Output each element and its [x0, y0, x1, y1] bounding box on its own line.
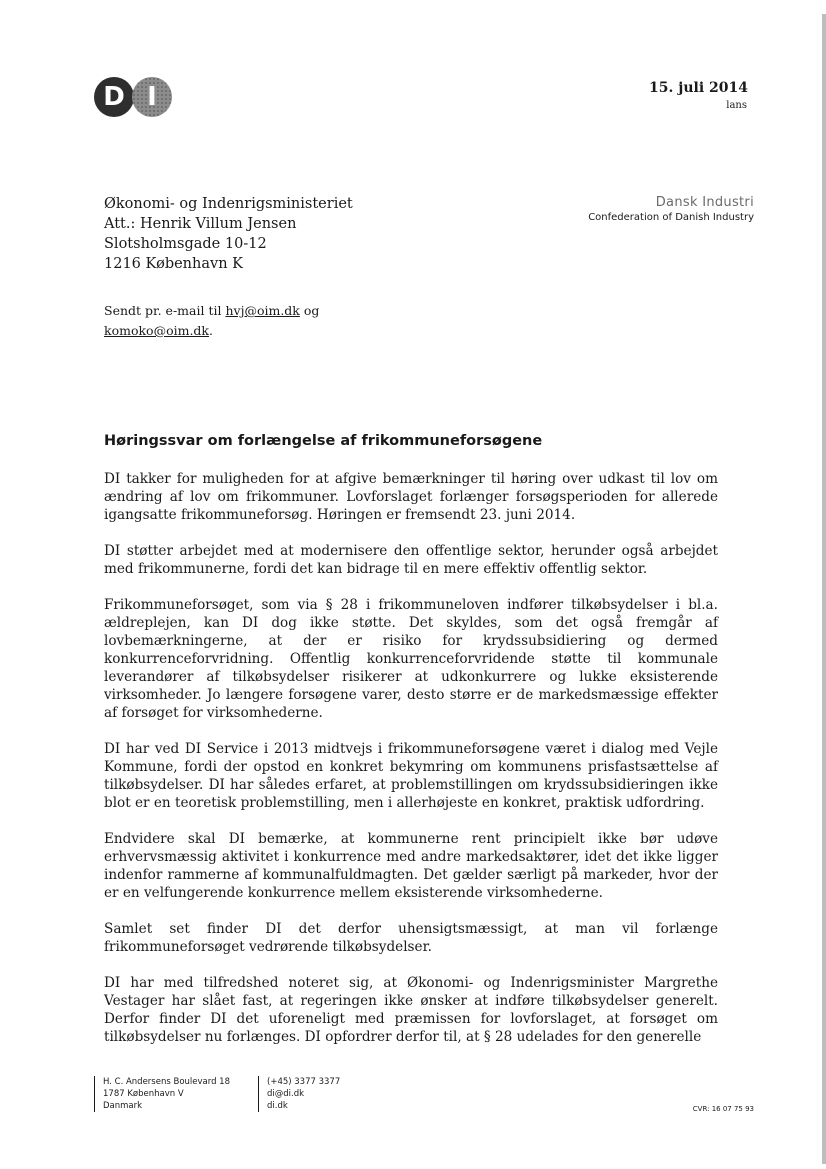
di-logo: [94, 77, 178, 117]
footer-address-line: 1787 København V: [103, 1089, 184, 1099]
logo-letter-i: I: [132, 77, 172, 117]
sent-notice: [104, 301, 319, 341]
recipient-line: Att.: Henrik Villum Jensen: [104, 216, 297, 232]
body-paragraph: DI har med tilfredshed noteret sig, at Økonomi- og Indenrigsminister Margrethe Vestager har slået fast, at regeringen ikke ønsker at indføre tilkøbsydelser generelt. Derfor finder DI det uforeneligt med præmissen for lovforslaget, at forsøget om tilkøbsydelser nu forlænges. DI opfordrer derfor til, at § 28 udelades for den generelle: [104, 975, 718, 1045]
recipient-line: Økonomi- og Indenrigsministeriet: [104, 196, 353, 212]
recipient-line: 1216 København K: [104, 256, 243, 272]
sent-prefix: Sendt pr. e-mail til: [104, 303, 226, 318]
sender-org: Dansk Industri: [655, 195, 754, 210]
footer-cvr: CVR: 16 07 75 93: [692, 1105, 754, 1113]
scan-edge: [822, 14, 826, 1164]
footer-contact: [258, 1076, 340, 1112]
author-initials: lans: [726, 100, 747, 111]
footer-address-line: H. C. Andersens Boulevard 18: [103, 1077, 230, 1087]
footer-phone: (+45) 3377 3377: [267, 1077, 341, 1087]
sender-org-english: Confederation of Danish Industry: [588, 212, 754, 223]
body-paragraph: Endvidere skal DI bemærke, at kommunerne rent principielt ikke bør udøve erhvervsmæssig aktivitet i konkurrence med andre markedsaktører, idet det ikke ligger indenfor rammerne af kommunalfuldmagten. Det gælder særligt på markeder, hvor der er en velfungerende konkurrence mellem eksisterende virksomhederne.: [104, 831, 718, 901]
letter-heading: Høringssvar om forlængelse af frikommuneforsøgene: [104, 433, 543, 449]
body-paragraph: Frikommuneforsøget, som via § 28 i frikommuneloven indfører tilkøbsydelser i bl.a. ældreplejen, kan DI dog ikke støtte. Det skyldes, som det også fremgår af lovbemærkningerne, at der er risiko for krydssubsidiering og dermed konkurrenceforvridning. Offentlig konkurrenceforvridende støtte til kommunale leverandører af tilkøbsydelser risikerer at udkonkurrere og lukke eksisterende virksomheder. Jo længere forsøgene varer, desto større er de markedsmæssige effekter af forsøget for virksomhederne.: [104, 597, 718, 721]
footer-address-line: Danmark: [103, 1101, 143, 1111]
body-paragraph: DI støtter arbejdet med at modernisere den offentlige sektor, herunder også arbejdet med frikommunerne, fordi det kan bidrage til en mere effektiv offentlig sektor.: [104, 543, 718, 577]
footer-website: di.dk: [267, 1101, 288, 1111]
sent-mid: og: [299, 303, 320, 318]
email-link-hvj[interactable]: hvj@oim.dk: [225, 303, 300, 318]
footer-email: di@di.dk: [267, 1089, 305, 1099]
logo-letter-d: D: [94, 77, 134, 117]
sent-suffix: .: [209, 323, 213, 338]
recipient-line: Slotsholmsgade 10-12: [104, 236, 267, 252]
recipient-address: [104, 194, 353, 274]
body-paragraph: DI har ved DI Service i 2013 midtvejs i frikommuneforsøgene været i dialog med Vejle Kommune, fordi der opstod en konkret bekymring om kommunens prisfastsættelse af tilkøbsydelser. DI har således erfaret, at problemstillingen om krydssubsidieringen ikke blot er en teoretisk problemstilling, men i allerhøjeste en konkret, praktisk udfordring.: [104, 741, 718, 811]
letter-date: 15. juli 2014: [649, 80, 748, 96]
footer-address: [94, 1076, 230, 1112]
sender-block: [588, 195, 754, 223]
email-link-komoko[interactable]: komoko@oim.dk: [104, 323, 210, 338]
body-paragraph: Samlet set finder DI det derfor uhensigtsmæssigt, at man vil forlænge frikommuneforsøget vedrørende tilkøbsydelser.: [104, 921, 718, 955]
body-paragraph: DI takker for muligheden for at afgive bemærkninger til høring over udkast til lov om ændring af lov om frikommuner. Lovforslaget forlænger forsøgsperioden for allerede igangsatte frikommuneforsøg. Høringen er fremsendt 23. juni 2014.: [104, 471, 718, 523]
letter-body: [104, 470, 718, 1064]
